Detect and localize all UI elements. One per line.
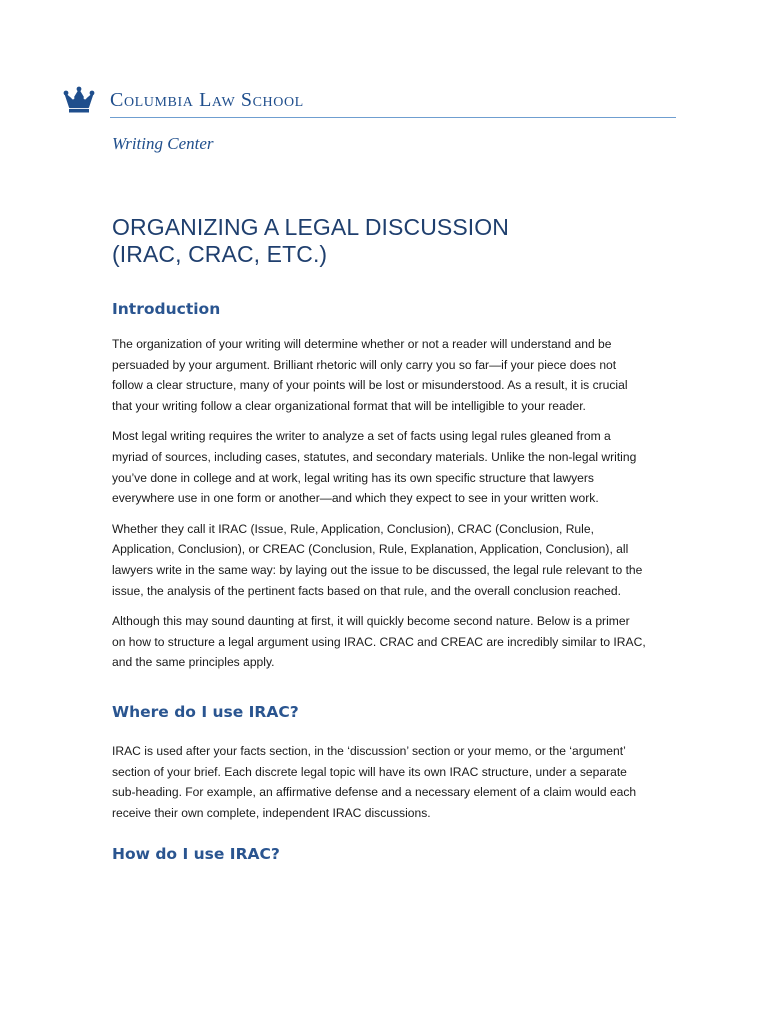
section-heading-where: Where do I use IRAC? [112, 702, 299, 721]
text-line: issue, the analysis of the pertinent facts based on that rule, and the overall conclusion reached. [112, 583, 621, 598]
paragraph [112, 611, 672, 673]
text-line: receive their own complete, independent IRAC discussions. [112, 805, 431, 820]
text-line: sub-heading. For example, an affirmative defense and a necessary element of a claim would each [112, 785, 637, 800]
text-line: persuaded by your argument. Brilliant rhetoric will only carry you so far—if your piece does not [112, 357, 617, 372]
paragraph [112, 741, 672, 823]
text-line: IRAC is used after your facts section, in the ‘discussion’ section or your memo, or the ‘argument’ [112, 743, 626, 758]
document-title [112, 214, 672, 268]
paragraph [112, 334, 672, 416]
school-name: Columbia Law School [110, 88, 304, 111]
text-line: Application, Conclusion), or CREAC (Conclusion, Rule, Explanation, Application, Conclusion), all [112, 542, 629, 557]
header-divider [110, 117, 676, 118]
text-line: follow a clear structure, many of your points will be lost or misunderstood. As a result, it is crucial [112, 378, 628, 393]
text-line: and the same principles apply. [112, 655, 275, 670]
text-line: you’ve done in college and at work, legal writing has its own specific structure that lawyers [112, 470, 594, 485]
text-line: Most legal writing requires the writer to analyze a set of facts using legal rules gleaned from a [112, 429, 611, 444]
text-line: lawyers write in the same way: by laying out the issue to be discussed, the legal rule relevant to the [112, 562, 643, 577]
paragraph [112, 519, 672, 601]
writing-center-label: Writing Center [112, 134, 214, 153]
text-line: The organization of your writing will determine whether or not a reader will understand and be [112, 337, 612, 351]
text-line: Although this may sound daunting at first, it will quickly become second nature. Below is a primer [112, 614, 630, 629]
text-line: everywhere use in one form or another—and which they expect to see in your written work. [112, 491, 599, 506]
text-line: myriad of sources, including cases, statutes, and secondary materials. Unlike the non-legal writing [112, 449, 637, 464]
section-heading-how: How do I use IRAC? [112, 845, 280, 864]
letterhead [62, 82, 676, 153]
paragraph [112, 426, 672, 508]
title-line: (IRAC, CRAC, ETC.) [112, 241, 328, 267]
title-line: ORGANIZING A LEGAL DISCUSSION [112, 214, 509, 240]
text-line: that your writing follow a clear organizational format that will be intelligible to your reader. [112, 398, 586, 413]
crown-icon [62, 85, 96, 115]
document-body [112, 214, 672, 863]
text-line: Whether they call it IRAC (Issue, Rule, Application, Conclusion), CRAC (Conclusion, Rule, [112, 521, 594, 536]
text-line: on how to structure a legal argument using IRAC. CRAC and CREAC are incredibly similar to IRAC, [112, 634, 646, 649]
logo-row [62, 82, 676, 118]
section-heading-introduction: Introduction [112, 300, 221, 318]
text-line: section of your brief. Each discrete legal topic will have its own IRAC structure, under a separate [112, 764, 627, 779]
